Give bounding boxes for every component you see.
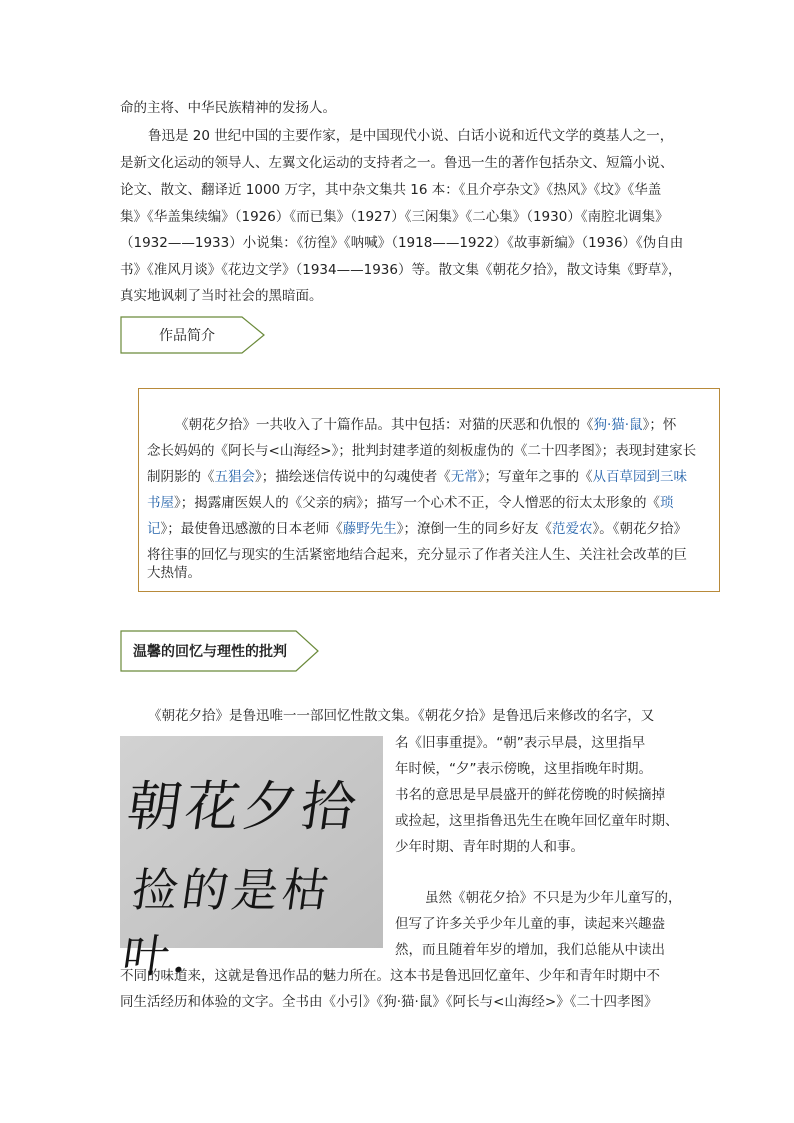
body-line: 名《旧事重提》。“朝”表示早晨，这里指早	[395, 735, 646, 751]
section-title: 作品简介	[159, 328, 215, 344]
summary-line: 书屋》；揭露庸医娱人的《父亲的病》；描写一个心术不正，令人憎恶的衍太太形象的《琐	[147, 495, 674, 511]
intro-line: 集》《华盖集续编》（1926）《而已集》（1927）《三闲集》《二心集》（1930）《南腔北调集》	[120, 209, 669, 225]
body-line: 不同的味道来，这就是鲁迅作品的魅力所在。这本书是鲁迅回忆童年、少年和青年时期中不	[120, 968, 660, 984]
intro-line: 书》《准风月谈》《花边文学》（1934——1936）等。散文集《朝花夕拾》，散文诗集《野草》，	[120, 262, 682, 278]
intro-line: 是新文化运动的领导人、左翼文化运动的支持者之一。鲁迅一生的著作包括杂文、短篇小说、	[120, 155, 674, 171]
summary-line: 记》；最使鲁迅感激的日本老师《藤野先生》；潦倒一生的同乡好友《范爱农》。《朝花夕拾》	[147, 521, 687, 537]
intro-line: 命的主将、中华民族精神的发扬人。	[120, 100, 336, 116]
body-line: 少年时期、青年时期的人和事。	[395, 839, 584, 855]
body-line: 然，而且随着年岁的增加，我们总能从中读出	[395, 942, 665, 958]
body-line: 或捡起，这里指鲁迅先生在晚年回忆童年时期、	[395, 813, 679, 829]
summary-line: 念长妈妈的《阿长与<山海经>》；批判封建孝道的刻板虚伪的《二十四孝图》；表现封建家长	[147, 443, 697, 459]
calligraphy-text: 捡的是枯叶.	[119, 863, 337, 983]
body-line: 书名的意思是早晨盛开的鲜花傍晚的时候摘掉	[395, 787, 665, 803]
section-tag-intro	[120, 316, 266, 354]
calligraphy-image	[119, 736, 383, 983]
section-tag-memory	[120, 630, 320, 672]
calligraphy-text: 朝花夕拾	[123, 775, 364, 838]
intro-line: 鲁迅是 20 世纪中国的主要作家，是中国现代小说、白话小说和近代文学的奠基人之一，	[148, 128, 674, 144]
body-line: 年时候，“夕”表示傍晚，这里指晚年时期。	[395, 761, 652, 777]
intro-line: 论文、散文、翻译近 1000 万字，其中杂文集共 16 本：《且介亭杂文》《热风》《坟》《华盖	[120, 182, 662, 198]
intro-line: 真实地讽刺了当时社会的黑暗面。	[120, 288, 323, 304]
summary-line: 《朝花夕拾》一共收入了十篇作品。其中包括：对猫的厌恶和仇恨的《狗·猫·鼠》；怀	[175, 417, 677, 433]
summary-line: 大热情。	[147, 565, 201, 581]
body-line: 虽然《朝花夕拾》不只是为少年儿童写的，	[425, 890, 682, 906]
intro-line: （1932——1933）小说集：《彷徨》《呐喊》（1918——1922）《故事新编》（1936）《伪自由	[120, 235, 684, 251]
body-line: 《朝花夕拾》是鲁迅唯一一部回忆性散文集。《朝花夕拾》是鲁迅后来修改的名字，又	[148, 708, 655, 724]
body-line: 同生活经历和体验的文字。全书由《小引》《狗·猫·鼠》《阿长与<山海经>》《二十四孝图》	[120, 994, 658, 1010]
section-title: 温馨的回忆与理性的批判	[133, 644, 287, 660]
summary-line: 制阴影的《五猖会》；描绘迷信传说中的勾魂使者《无常》；写童年之事的《从百草园到三味	[147, 469, 687, 485]
summary-box	[138, 388, 720, 592]
body-line: 但写了许多关乎少年儿童的事，读起来兴趣盎	[395, 916, 665, 932]
summary-line: 将往事的回忆与现实的生活紧密地结合起来，充分显示了作者关注人生、关注社会改革的巨	[147, 547, 687, 563]
